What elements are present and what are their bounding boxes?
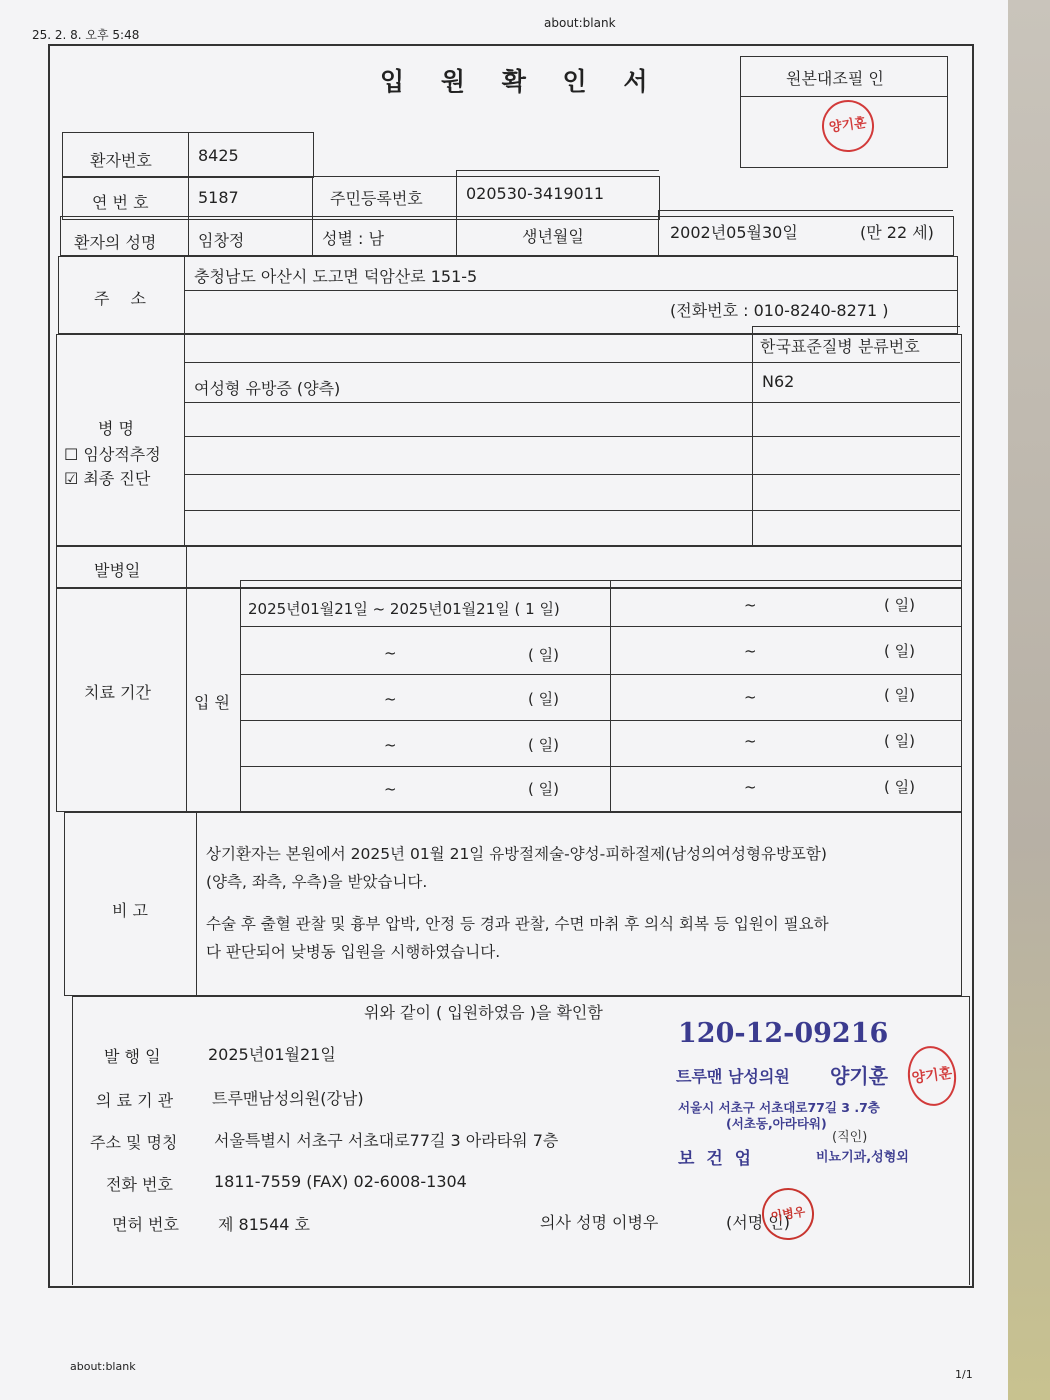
remarks-line-2: (양측, 좌측, 우측)을 받았습니다. bbox=[206, 873, 428, 891]
license-label: 면허 번호 bbox=[112, 1215, 179, 1234]
patient-name-label: 환자의 성명 bbox=[74, 233, 157, 252]
treatment-period-label: 치료 기간 bbox=[84, 683, 151, 702]
patient-number-label: 환자번호 bbox=[90, 151, 152, 170]
days-field: ( 일) bbox=[528, 690, 559, 708]
days-field: ( 일) bbox=[884, 732, 915, 750]
tilde: ~ bbox=[384, 736, 397, 754]
final-diagnosis-checkbox: ☑ 최종 진단 bbox=[64, 469, 151, 488]
institution-name: 트루맨남성의원(강남) bbox=[212, 1089, 364, 1108]
institution-address-label: 주소 및 명칭 bbox=[90, 1133, 178, 1152]
tilde: ~ bbox=[744, 688, 757, 706]
patient-address: 충청남도 아산시 도고면 덕암산로 151-5 bbox=[194, 267, 478, 286]
telephone-label: 전화 번호 bbox=[106, 1175, 173, 1194]
doctor-name: 의사 성명 이병우 bbox=[540, 1213, 659, 1232]
birth-label: 생년월일 bbox=[522, 227, 584, 246]
clinic-director-seal: 양기훈 bbox=[904, 1043, 960, 1109]
remarks-line-1: 상기환자는 본원에서 2025년 01월 21일 유방절제술-양성-피하절제(남성의여성형유방포함) bbox=[206, 845, 827, 863]
remarks-line-4: 다 판단되어 낮병동 입원을 시행하였습니다. bbox=[206, 943, 501, 961]
days-field: ( 일) bbox=[884, 596, 915, 614]
tilde: ~ bbox=[744, 732, 757, 750]
tilde: ~ bbox=[744, 642, 757, 660]
clinic-address-stamp: 서울시 서초구 서초대로77길 3 .7층 bbox=[678, 1100, 880, 1115]
issue-date: 2025년01월21일 bbox=[208, 1045, 336, 1064]
patient-age: (만 22 세) bbox=[860, 223, 934, 242]
rrn-value: 020530-3419011 bbox=[466, 184, 605, 203]
patient-phone: (전화번호 : 010-8240-8271 ) bbox=[670, 301, 889, 320]
remarks-label: 비 고 bbox=[112, 901, 148, 920]
document-title: 입 원 확 인 서 bbox=[380, 67, 662, 96]
days-field: ( 일) bbox=[884, 778, 915, 796]
original-seal-label: 원본대조필 인 bbox=[786, 69, 884, 88]
rrn-label: 주민등록번호 bbox=[330, 189, 423, 208]
license-number: 제 81544 호 bbox=[218, 1215, 310, 1234]
tilde: ~ bbox=[384, 780, 397, 798]
desk-background bbox=[1008, 0, 1050, 1400]
patient-name: 임창정 bbox=[198, 231, 245, 250]
tilde: ~ bbox=[384, 690, 397, 708]
days-field: ( 일) bbox=[884, 686, 915, 704]
footer-url: about:blank bbox=[70, 1360, 136, 1373]
admission-label: 입 원 bbox=[194, 693, 230, 712]
address-label: 주 소 bbox=[94, 289, 154, 308]
business-registration-number: 120-12-09216 bbox=[678, 1018, 889, 1049]
tilde: ~ bbox=[744, 778, 757, 796]
clinic-name-stamp: 트루맨 남성의원 bbox=[676, 1067, 790, 1086]
doctor-seal: 이병우 bbox=[759, 1185, 818, 1244]
doctor-signature: (서명 인) bbox=[726, 1213, 790, 1232]
diagnosis-name: 여성형 유방증 (양측) bbox=[194, 379, 341, 398]
page-number: 1/1 bbox=[955, 1368, 973, 1381]
serial-label: 연 번 호 bbox=[92, 193, 149, 212]
remarks-line-3: 수술 후 출혈 관찰 및 흉부 압박, 안정 등 경과 관찰, 수면 마취 후 의식 회복 등 입원이 필요하 bbox=[206, 915, 829, 933]
issue-date-label: 발 행 일 bbox=[104, 1047, 161, 1066]
print-datetime: 25. 2. 8. 오후 5:48 bbox=[32, 28, 140, 42]
telephone-value: 1811-7559 (FAX) 02-6008-1304 bbox=[214, 1172, 467, 1191]
days-field: ( 일) bbox=[528, 646, 559, 664]
confirmation-text: 위와 같이 ( 입원하였음 )을 확인함 bbox=[364, 1003, 603, 1022]
days-field: ( 일) bbox=[528, 736, 559, 754]
patient-sex: 성별 : 남 bbox=[322, 229, 384, 248]
diagnosis-code: N62 bbox=[762, 372, 795, 391]
print-url: about:blank bbox=[544, 16, 616, 30]
tilde: ~ bbox=[744, 596, 757, 614]
onset-label: 발병일 bbox=[94, 561, 141, 580]
tilde: ~ bbox=[384, 644, 397, 662]
business-type: 보 건 업 bbox=[678, 1149, 755, 1169]
serial-number: 5187 bbox=[198, 188, 239, 207]
days-field: ( 일) bbox=[884, 642, 915, 660]
days-field: ( 일) bbox=[528, 780, 559, 798]
kcd-code-header: 한국표준질병 분류번호 bbox=[760, 337, 920, 356]
clinic-address-stamp-2: (서초동,아라타워) bbox=[726, 1116, 827, 1131]
treatment-row-1-left: 2025년01월21일 ~ 2025년01월21일 ( 1 일) bbox=[248, 600, 560, 618]
institution-label: 의 료 기 관 bbox=[96, 1091, 174, 1110]
business-item: 비뇨기과,성형외 bbox=[816, 1150, 909, 1165]
clinic-owner-stamp: 양기훈 bbox=[830, 1064, 888, 1088]
birth-date: 2002년05월30일 bbox=[670, 223, 798, 242]
institution-address: 서울특별시 서초구 서초대로77길 3 아라타워 7층 bbox=[214, 1131, 559, 1150]
clinical-estimate-checkbox: ☐ 임상적추정 bbox=[64, 445, 161, 464]
director-seal-stamp: 양기훈 bbox=[819, 97, 878, 156]
diagnosis-label: 병 명 bbox=[98, 419, 134, 438]
official-seal-note: (직인) bbox=[832, 1130, 868, 1145]
patient-number: 8425 bbox=[198, 146, 239, 165]
